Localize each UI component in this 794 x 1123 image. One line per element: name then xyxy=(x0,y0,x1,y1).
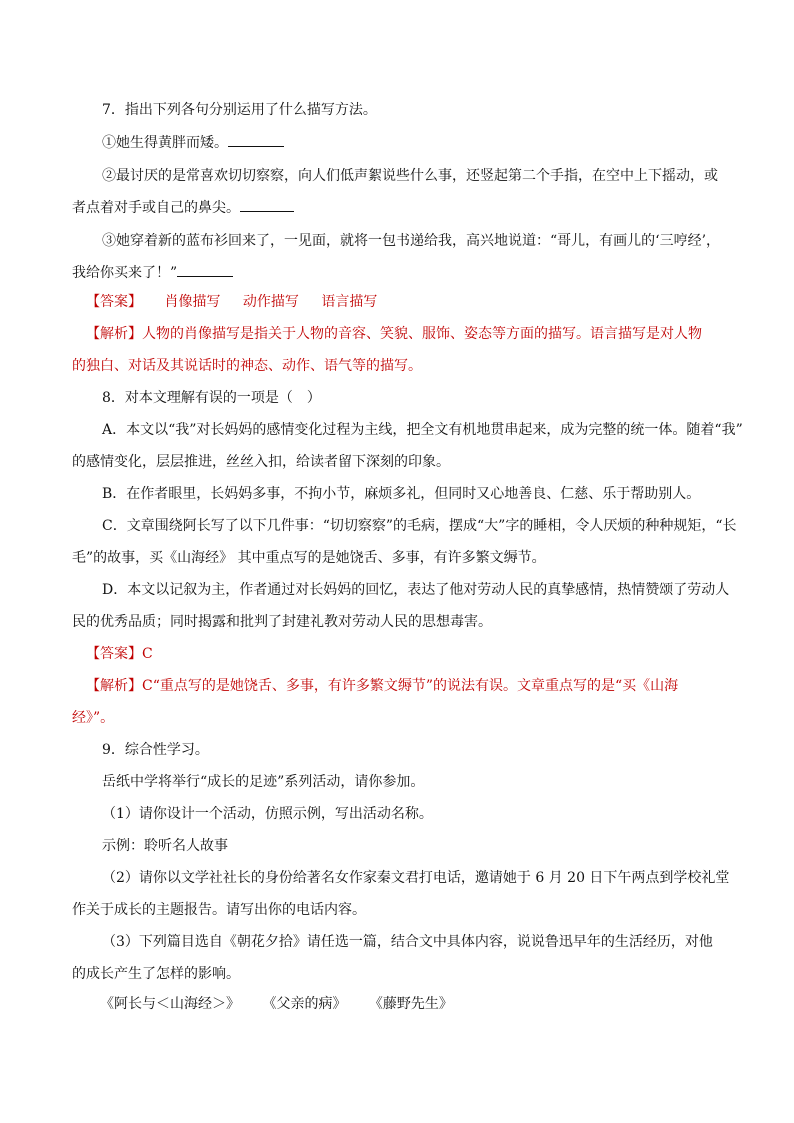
q7-analysis-line-1 xyxy=(86,324,702,344)
q9-part-1: （1）请你设计一个活动，仿照示例，写出活动名称。 xyxy=(102,806,433,822)
q7-blank-1 xyxy=(228,145,284,147)
q7-sentence-3-line-1: ③她穿着新的蓝布衫回来了，一见面，就将一包书递给我，高兴地说道：“哥儿，有画儿的‘三哼经’， xyxy=(102,233,721,249)
q8-answer xyxy=(86,644,153,664)
q8-analysis-line-2: 经》”。 xyxy=(72,710,115,726)
q7-analysis-text: 人物的肖像描写是指关于人物的音容、笑貌、服饰、姿态等方面的描写。语言描写是对人物 xyxy=(142,326,702,342)
q9-titles xyxy=(100,994,453,1014)
q9-part-3-line-2: 的成长产生了怎样的影响。 xyxy=(72,966,240,982)
q8-analysis-text: C“重点写的是她饶舌、多事，有许多繁文缛节”的说法有误。文章重点写的是“买《山海 xyxy=(142,678,679,694)
q7-stem: 7．指出下列各句分别运用了什么描写方法。 xyxy=(102,102,377,118)
q8-answer-value: C xyxy=(142,646,153,662)
q7-answer xyxy=(86,292,377,312)
q8-option-b: B．在作者眼里，长妈妈多事，不拘小节，麻烦多礼，但同时又心地善良、仁慈、乐于帮助别人。 xyxy=(102,486,701,502)
q8-analysis-line-1 xyxy=(86,676,678,696)
q8-option-a-line-1: A．本文以“我”对长妈妈的感情变化过程为主线，把全文有机地贯串起来，成为完整的统一体。随着“我” xyxy=(102,422,743,438)
q7-blank-3 xyxy=(177,275,233,277)
q9-stem: 9．综合性学习。 xyxy=(102,742,209,758)
q7-sentence-1 xyxy=(102,133,284,153)
q8-stem: 8．对本文理解有误的一项是（ ） xyxy=(102,390,321,406)
q7-answer-1: 肖像描写 xyxy=(164,294,221,310)
q9-part-2-line-1: （2）请你以文学社社长的身份给著名女作家秦文君打电话，邀请她于 6 月 20 日下午两点到学校礼堂 xyxy=(102,870,730,886)
q9-example: 示例：聆听名人故事 xyxy=(102,838,228,854)
q7-answer-label: 【答案】 xyxy=(86,294,142,310)
q9-title-1: 《阿长与＜山海经＞》 xyxy=(100,996,240,1012)
q8-analysis-label: 【解析】 xyxy=(86,678,142,694)
q8-option-d-line-1: D．本文以记叙为主，作者通过对长妈妈的回忆，表达了他对劳动人民的真挚感情，热情赞颂了劳动人 xyxy=(102,582,730,598)
q9-part-2-line-2: 作关于成长的主题报告。请写出你的电话内容。 xyxy=(72,902,366,918)
q9-title-2: 《父亲的病》 xyxy=(262,996,347,1012)
q8-option-c-line-1: C．文章围绕阿长写了以下几件事：“切切察察”的毛病，摆成“大”字的睡相，令人厌烦的种种规矩，“长 xyxy=(102,518,737,534)
q7-sentence-2-line-1: ②最讨厌的是常喜欢切切察察，向人们低声絮说些什么事，还竖起第二个手指，在空中上下摇动，或 xyxy=(102,168,718,184)
q8-option-d-line-2: 民的优秀品质；同时揭露和批判了封建礼教对劳动人民的思想毒害。 xyxy=(72,614,492,630)
q8-option-c-line-2: 毛”的故事，买《山海经》 其中重点写的是她饶舌、多事，有许多繁文缛节。 xyxy=(72,550,546,566)
q7-answer-3: 语言描写 xyxy=(321,294,378,310)
q7-sentence-1-text: ①她生得黄胖而矮。 xyxy=(102,135,228,151)
q9-intro: 岳纸中学将举行“成长的足迹”系列活动，请你参加。 xyxy=(102,774,425,790)
q8-answer-label: 【答案】 xyxy=(86,646,142,662)
q7-answer-2: 动作描写 xyxy=(242,294,299,310)
q7-sentence-3-line-2 xyxy=(72,263,233,283)
q7-blank-2 xyxy=(240,210,294,212)
q7-sentence-2-text: 者点着对手或自己的鼻尖。 xyxy=(72,200,240,216)
q7-sentence-3-text: 我给你买来了！” xyxy=(72,265,178,281)
q9-part-3-line-1: （3）下列篇目选自《朝花夕拾》请任选一篇，结合文中具体内容，说说鲁迅早年的生活经历，对他 xyxy=(102,934,713,950)
q7-analysis-line-2: 的独白、对话及其说话时的神态、动作、语气等的描写。 xyxy=(72,358,422,374)
q7-analysis-label: 【解析】 xyxy=(86,326,142,342)
q8-option-a-line-2: 的感情变化，层层推进，丝丝入扣，给读者留下深刻的印象。 xyxy=(72,454,450,470)
q9-title-3: 《藤野先生》 xyxy=(368,996,453,1012)
q7-sentence-2-line-2 xyxy=(72,198,294,218)
